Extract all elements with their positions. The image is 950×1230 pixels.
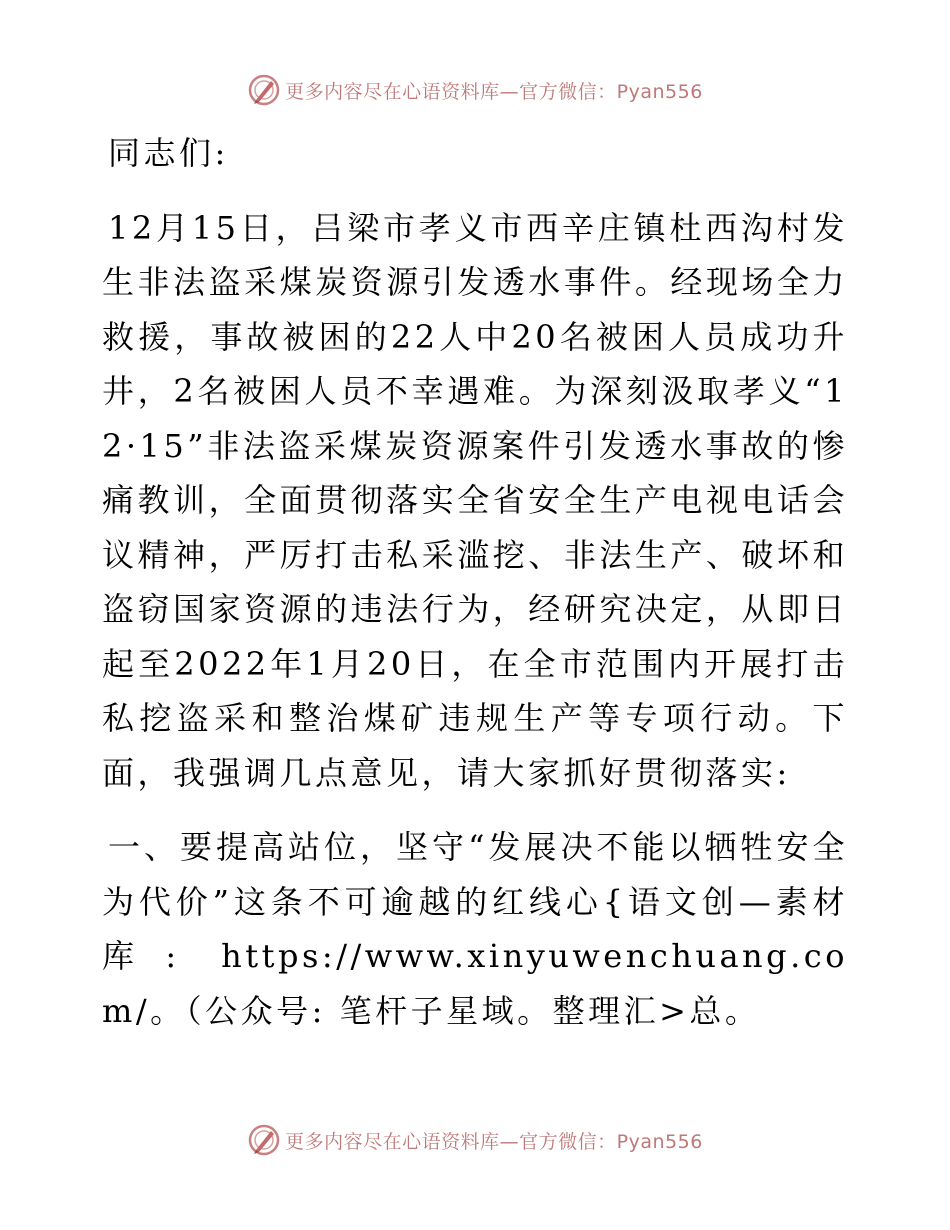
pen-logo-icon (247, 73, 281, 107)
header-watermark (0, 72, 950, 108)
pen-logo-icon (247, 1123, 281, 1157)
document-body (102, 126, 848, 1038)
paragraph-1: 12月15日，吕梁市孝义市西辛庄镇杜西沟村发生非法盗采煤炭资源引发透水事件。经现场全力救援，事故被困的22人中20名被困人员成功升井，2名被困人员不幸遇难。为深刻汲取孝义“12·15”非法盗采煤炭资源案件引发透水事故的惨痛教训，全面贯彻落实全省安全生产电视电话会议精神，严厉打击私采滥挖、非法生产、破坏和盗窃国家资源的违法行为，经研究决定，从即日起至2022年1月20日，在全市范围内开展打击私挖盗采和整治煤矿违规生产等专项行动。下面，我强调几点意见，请大家抓好贯彻落实: (102, 208, 848, 792)
watermark-text: 更多内容尽在心语资料库—官方微信：Pyan556 (285, 80, 703, 103)
greeting: 同志们: (108, 134, 229, 172)
paragraph-2: 一、要提高站位，坚守“发展决不能以牺牲安全为代价”这条不可逾越的红线心{语文创—素材库: https://www.xinyuwenchuang.com/。（公众号: 笔杆子星域。整理汇>总。 (102, 828, 848, 1030)
footer-watermark (0, 1122, 950, 1158)
watermark-text: 更多内容尽在心语资料库—官方微信：Pyan556 (285, 1130, 703, 1153)
